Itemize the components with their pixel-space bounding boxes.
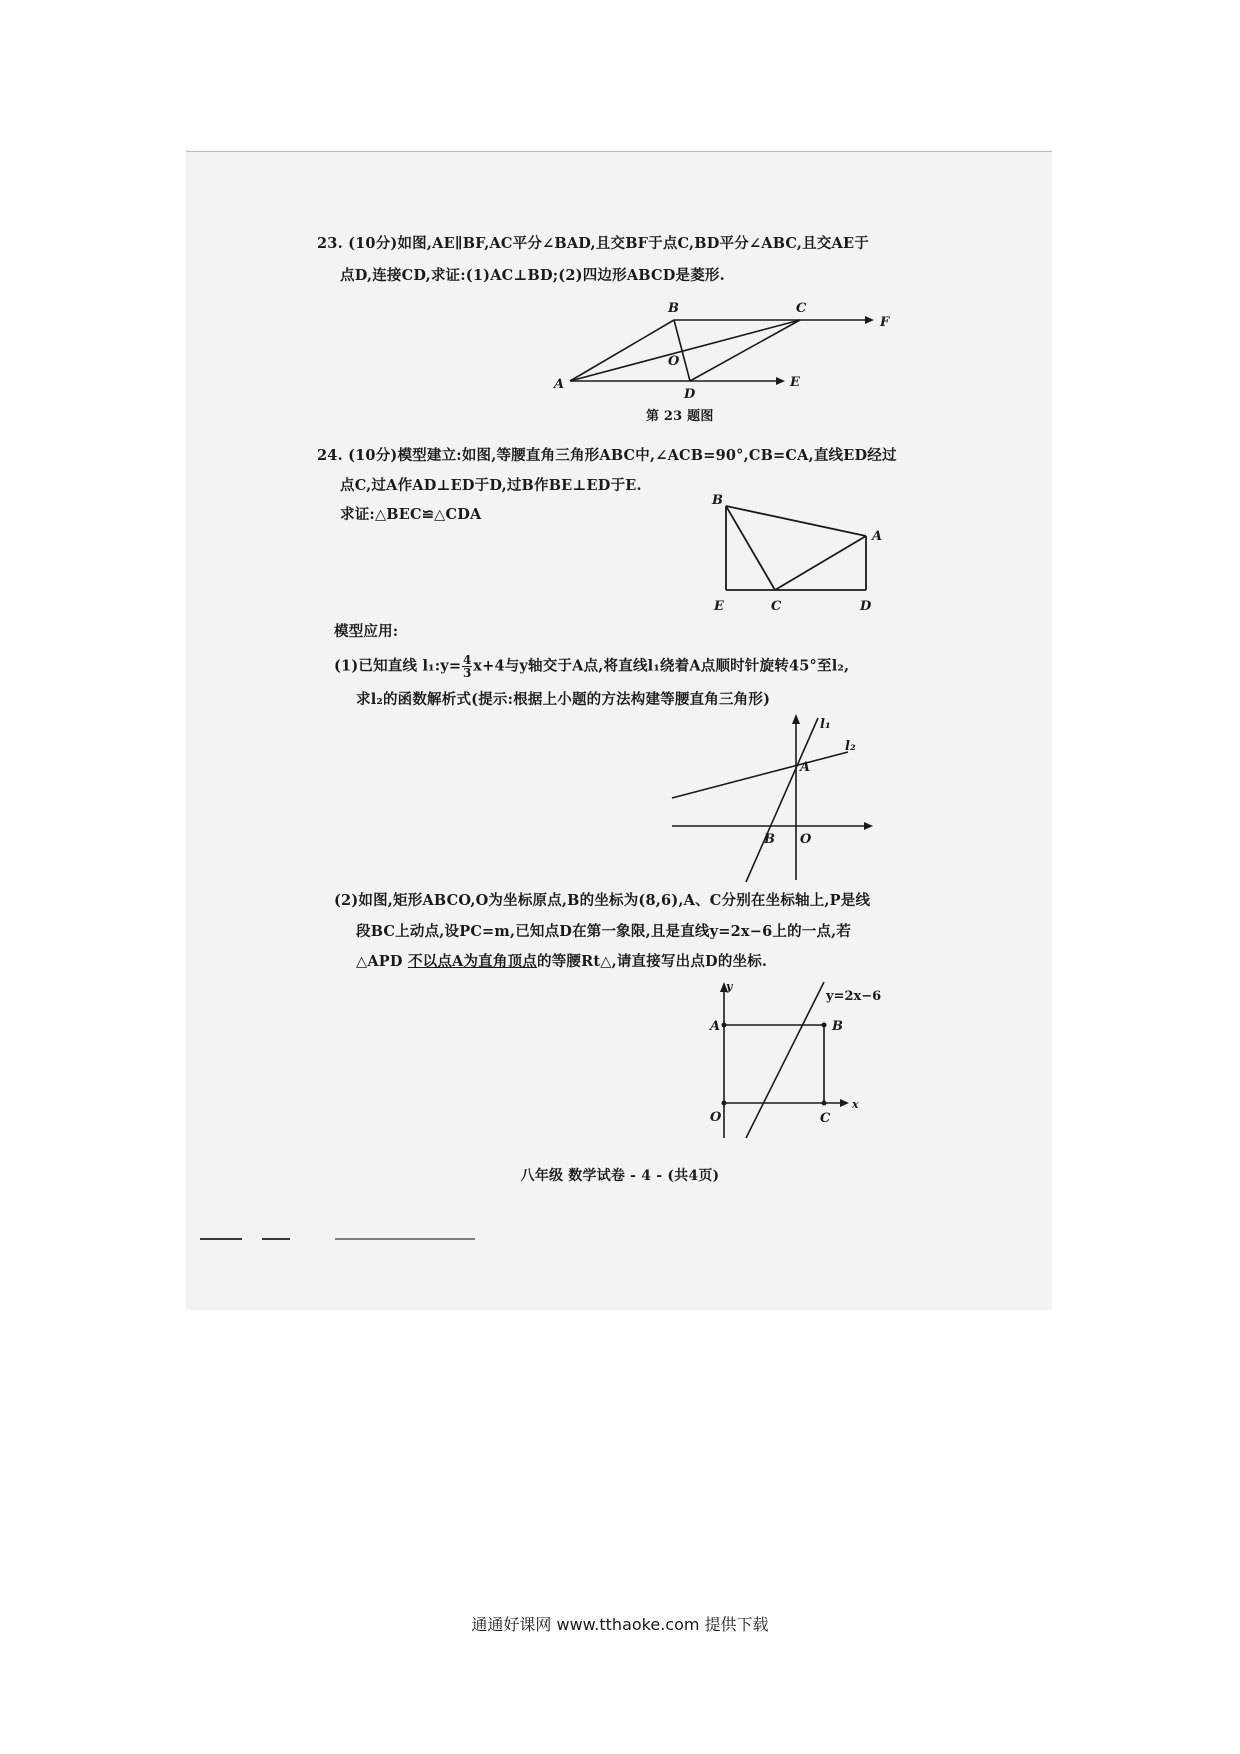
label-y: y — [726, 980, 733, 993]
part1-suffix: x+4与y轴交于A点,将直线l₁绕着A点顺时针旋转45°至l₂, — [473, 657, 850, 675]
arrow-e — [776, 377, 785, 385]
scan-bottom-marks — [200, 1236, 480, 1242]
fraction-denominator: 3 — [462, 666, 472, 680]
q24-line1: 24. (10分)模型建立:如图,等腰直角三角形ABC中,∠ACB=90°,CB=CA,直线ED经过 — [317, 447, 897, 464]
label-a: A — [554, 377, 565, 392]
q23-line2: 点D,连接CD,求证:(1)AC⊥BD;(2)四边形ABCD是菱形. — [340, 267, 725, 284]
part1-line2: 求l₂的函数解析式(提示:根据上小题的方法构建等腰直角三角形) — [356, 691, 771, 708]
q24-triangle-figure — [700, 488, 900, 618]
arrow-f — [865, 316, 874, 324]
q24-line3: 求证:△BEC≌△CDA — [340, 506, 482, 523]
label-a: A — [710, 1019, 721, 1034]
label-o: O — [800, 832, 812, 847]
label-b: B — [668, 301, 679, 316]
part2-line1: (2)如图,矩形ABCO,O为坐标原点,B的坐标为(8,6),A、C分别在坐标轴上,P是线 — [334, 892, 871, 909]
label-b: B — [832, 1019, 843, 1034]
part1-line1 — [334, 654, 849, 679]
label-c: C — [796, 301, 807, 316]
label-o: O — [710, 1110, 722, 1125]
q23-line1: 23. (10分)如图,AE∥BF,AC平分∠BAD,且交BF于点C,BD平分∠ABC,且交AE于 — [317, 235, 869, 252]
label-c: C — [820, 1111, 831, 1126]
label-d: D — [684, 387, 696, 402]
page-top-rule — [186, 151, 1052, 152]
label-line-eq: y=2x−6 — [826, 989, 882, 1004]
label-l2: l₂ — [845, 739, 856, 754]
label-l1: l₁ — [820, 717, 831, 732]
model-apply-heading: 模型应用: — [334, 623, 399, 640]
label-x: x — [852, 1098, 859, 1111]
part2-rectangle-figure — [700, 978, 900, 1140]
q23-caption: 第 23 题图 — [646, 409, 714, 424]
segment-cd — [690, 320, 800, 381]
label-c: C — [771, 599, 782, 614]
source-site-line: 通通好课网 www.tthaoke.com 提供下载 — [471, 1615, 769, 1634]
label-a: A — [872, 529, 883, 544]
fraction-numerator: 4 — [462, 653, 472, 667]
page-footer: 八年级 数学试卷 - 4 - (共4页) — [520, 1168, 720, 1184]
part2-apd: △APD — [356, 953, 408, 970]
part2-end: 的等腰Rt△,请直接写出点D的坐标. — [537, 953, 768, 970]
fraction-4-3 — [462, 654, 472, 679]
line-l1 — [746, 718, 818, 882]
line-l2 — [672, 752, 848, 798]
label-f: F — [880, 315, 890, 330]
label-b: B — [712, 493, 723, 508]
line-y-2x-6 — [746, 982, 824, 1138]
label-a: A — [800, 760, 811, 775]
q24-line2: 点C,过A作AD⊥ED于D,过B作BE⊥ED于E. — [340, 477, 642, 494]
label-e: E — [714, 599, 724, 614]
part2-line3 — [356, 950, 767, 971]
label-d: D — [860, 599, 872, 614]
part2-underlined: 不以点A为直角顶点 — [407, 953, 537, 970]
part1-prefix: (1)已知直线 l₁:y= — [334, 657, 462, 675]
part2-line2: 段BC上动点,设PC=m,已知点D在第一象限,且是直线y=2x−6上的一点,若 — [356, 923, 852, 940]
label-o: O — [668, 354, 680, 369]
q23-rhombus-figure — [540, 300, 900, 430]
label-e: E — [790, 375, 800, 390]
label-b: B — [764, 832, 775, 847]
part1-coordinate-figure — [660, 710, 880, 885]
segment-ab — [570, 320, 674, 381]
segment-ac — [570, 320, 800, 381]
